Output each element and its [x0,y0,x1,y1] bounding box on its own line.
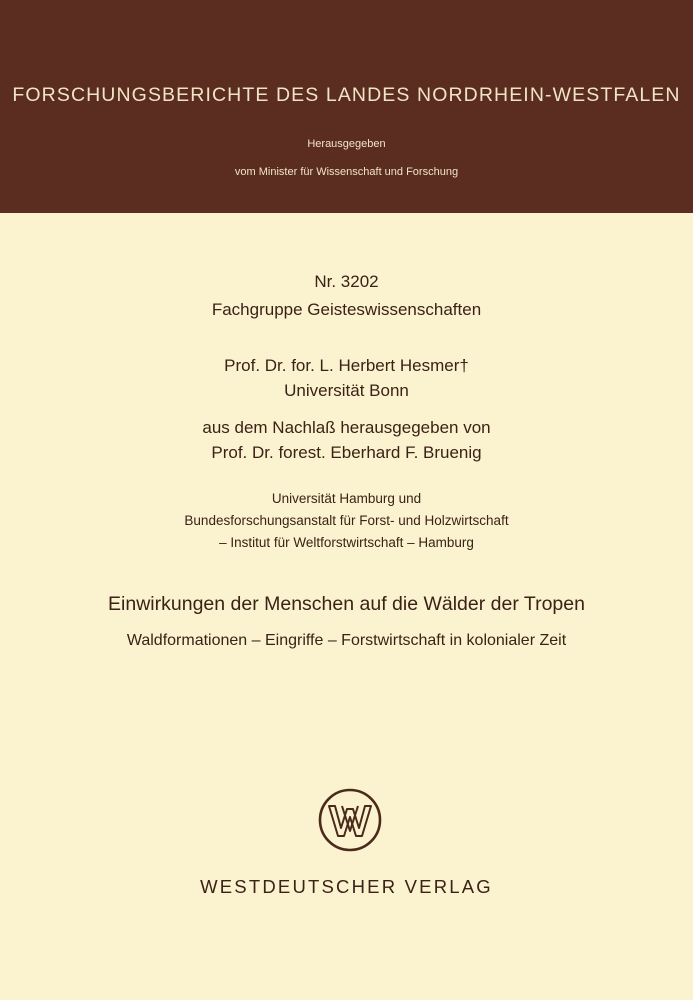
editor-name: Prof. Dr. forest. Eberhard F. Bruenig [211,443,482,462]
editor-intro: aus dem Nachlaß herausgegeben von [202,418,491,437]
series-header-band [0,0,693,213]
institution-line-3: – Institut für Weltforstwirtschaft – Hamburg [219,535,474,550]
book-subtitle: Waldformationen – Eingriffe – Forstwirtschaft in kolonialer Zeit [126,632,567,649]
wv-monogram-icon [317,787,383,853]
report-number: Nr. 3202 [314,272,379,291]
book-title: Einwirkungen der Menschen auf die Wälder der Tropen [108,593,585,615]
institution-line-2: Bundesforschungsanstalt für Forst- und Holzwirtschaft [184,513,509,528]
report-group: Fachgruppe Geisteswissenschaften [211,300,482,319]
publisher-name: WESTDEUTSCHER VERLAG [200,876,493,897]
editor-line-2: vom Minister für Wissenschaft und Forschung [234,166,459,178]
series-title: FORSCHUNGSBERICHTE DES LANDES NORDRHEIN-WESTFALEN [12,84,681,106]
editor-line-1: Herausgegeben [307,138,386,150]
author-affiliation: Universität Bonn [284,381,409,400]
institution-line-1: Universität Hamburg und [271,491,422,506]
author-name: Prof. Dr. for. L. Herbert Hesmer† [224,356,469,375]
